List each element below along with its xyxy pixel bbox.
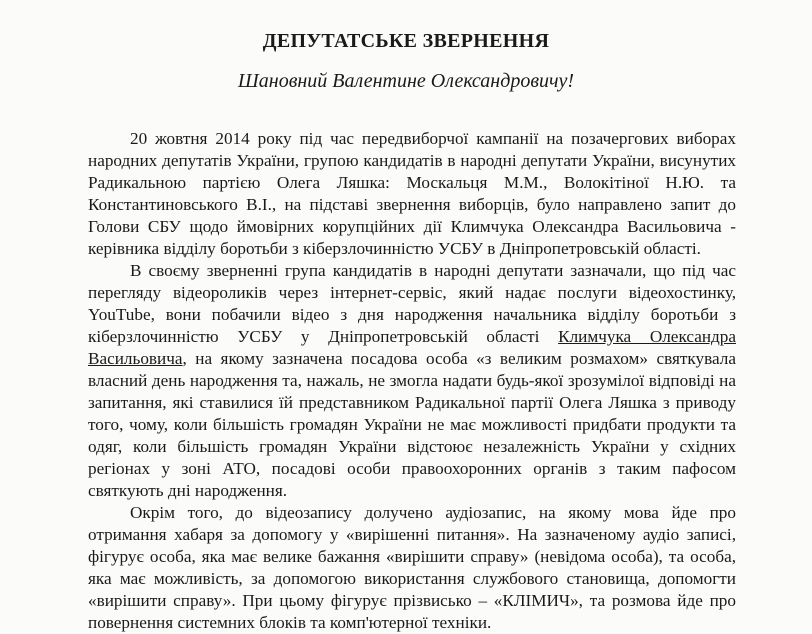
paragraph-2 — [88, 260, 736, 502]
underlined-name: Климчука Олександра Васильовича — [88, 327, 736, 368]
paragraph-2-start: В своєму зверненні група кандидатів в народні депутати зазначали, що під час перегляду відеороликів через інтернет-сервіс, який надає послуги відеохостинку, YouTube, вони побачили відео з дня народження начальника відділу боротьби з кіберзлочинністю УСБУ у Дніпропетровській області — [88, 261, 736, 346]
salutation: Шановний Валентине Олександровичу! — [237, 70, 575, 92]
document-title: ДЕПУТАТСЬКЕ ЗВЕРНЕННЯ — [262, 30, 550, 52]
paragraph-1: 20 жовтня 2014 року під час передвиборчої кампанії на позачергових виборах народних депутатів України, групою кандидатів в народні депутати України, висунутих Радикальною партією Олега Ляшка: Москальця М.М., Волокітіної Н.Ю. та Константиновського В.І., на підставі звернення виборців, було направлено запит до Голови СБУ щодо ймовірних корупційних дії Климчука Олександра Васильовича - керівника відділу боротьби з кіберзлочинністю УСБУ в Дніпропетровській області. — [88, 129, 736, 258]
paragraph-3: Окрім того, до відеозапису долучено аудіозапис, на якому мова йде про отримання хабаря за допомогу у «вирішенні питання». На зазначеному аудіо записі, фігурує особа, яка має велике бажання «вирішити справу» (невідома особа), та особа, яка має можливість, за допомогою використання службового становища, допомогти «вирішити справу». При цьому фігурує прізвисько – «КЛІМИЧ», та розмова йде про повернення системних блоків та комп'ютерної техніки. — [88, 503, 736, 632]
document-body — [88, 128, 736, 634]
paragraph-2-end: , на якому зазначена посадова особа «з великим розмахом» святкувала власний день народження та, нажаль, не змогла надати будь-якої зрозумілої відповіді на запитання, які ставилися їй представником Радикальної партії Олега Ляшка з приводу того, чому, коли більшість громадян України не має можливості придбати продукти та одяг, коли більшість громадян України відстоює незалежність України у східних регіонах у зоні АТО, посадові особи правоохоронних органів з таким пафосом святкують дні народження. — [88, 349, 736, 500]
